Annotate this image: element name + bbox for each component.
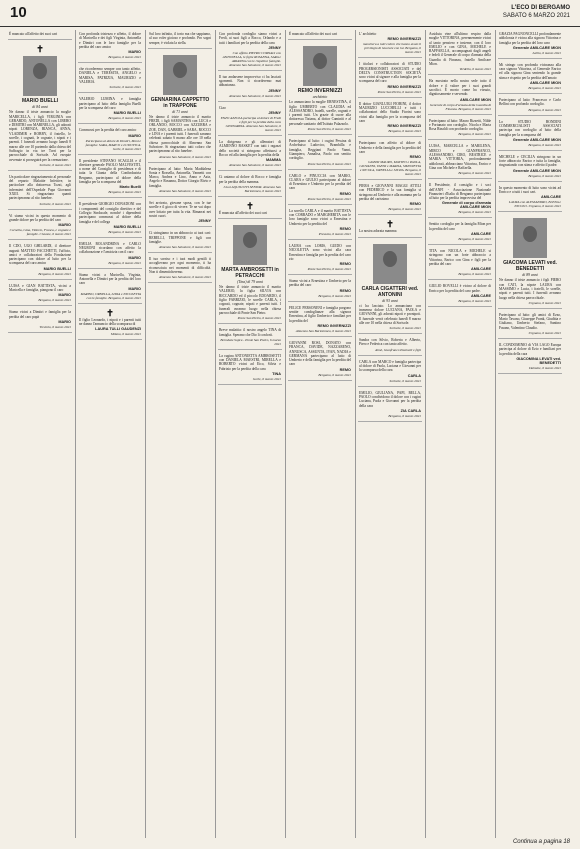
obituary-notice — [8, 212, 72, 241]
obituary-notice — [78, 271, 142, 304]
notice-text: In questo momento di lutto sono vicini ad Enrico e a tutti i suoi cari. — [499, 185, 561, 195]
deceased-age: di 71 anni — [172, 109, 188, 114]
obituary-notice — [218, 73, 282, 102]
obituary-notice — [428, 117, 492, 141]
notice-place-date: Almenno San Salvatore, 6 marzo 2021 — [158, 275, 211, 280]
obituary-notice — [288, 42, 352, 135]
notice-place-date: Bergamo, 6 marzo 2021 — [528, 142, 561, 147]
notice-text: Vi siamo vicini in questo momento di grande dolore per la perdita del caro — [9, 213, 71, 222]
portrait-photo — [233, 225, 267, 265]
portrait-photo — [373, 244, 407, 284]
deceased-name: GENNARINA CAPPETTO in TRAPPONE — [150, 96, 210, 109]
notice-place-date: Bergamo, 6 marzo 2021 — [528, 173, 561, 178]
obituary-notice — [358, 389, 422, 422]
obituary-notice — [358, 336, 422, 356]
notice-text: CARLO e PINUCCIA con MARIO, CLARA e GIULIO partecipano al dolore di Ernestina e Umberto per la perdita del caro — [289, 173, 351, 191]
column-divider — [145, 30, 146, 838]
notice-place-date: Bergamo, 6 marzo 2021 — [458, 237, 491, 242]
column-divider — [355, 30, 356, 838]
obituary-column — [498, 30, 562, 838]
notice-text: Lo STUDIO BONDINI COMMERCIALISTI ASSOCIATI partecipa con cordoglio al lutto della famiglia per la scomparsa del — [499, 119, 561, 137]
notice-text: che ricorderemo sempre con tanto affetto. DANIELA e TERESITA, ANGELO e MARISA, PATRIZIA, MAURIZIO e VALERIA. — [79, 67, 141, 85]
notice-text: La sorella CARLA e il marito BATTISTA con CORRADO e MARGHERITA con le loro famiglie sono vicini a Ernestina e Umberto per la perdita del — [289, 208, 351, 226]
notice-text: Il presidente STEFANO SCAGLIA e il direttore generale PAOLO MALVESTITI, a nome del Consiglio di presidenza e di tutta la Giunta della Confindustria Bergamo, partecipano al dolore della famiglia per la scomparsa del — [79, 158, 141, 185]
notice-text: Siamo vicini a Dimitri e famiglia per la perdita del caro papà — [9, 310, 71, 319]
obituary-notice — [428, 142, 492, 179]
notice-place-date: Sorisole, 6 marzo 2021 — [389, 326, 421, 331]
obituary-column — [358, 30, 422, 838]
portrait-photo — [513, 218, 547, 258]
obituary-notice — [288, 30, 352, 40]
notice-place-date: Lallio, 6 marzo 2021 — [532, 50, 561, 55]
notice-text: Il Presidente, il consiglio e i soci dell'ANFI - Associazione Nazionale Finanzieri d'Italia di Bergamo partecipano al lutto per la perdita improvvisa del — [429, 183, 491, 201]
notice-text: Ha mostrato nella nostra sede tutto il dolore e il valore per i suoi grandi sacrifici. È morto come ha vissuto, dignitosamente e servendo. — [429, 79, 491, 97]
deceased-age: (Tina) di 79 anni — [237, 280, 263, 285]
notice-signature: AMILCARE MION — [459, 97, 491, 102]
obituary-notice — [498, 184, 562, 213]
obituary-notice — [358, 139, 422, 180]
notice-place-date: Almenno San Bartolomeo, 6 marzo 2021 — [295, 328, 351, 333]
obituary-column — [428, 30, 492, 838]
obituary-notice — [498, 311, 562, 339]
obituary-notice — [498, 341, 562, 374]
notice-place-date: Bergamo, 6 marzo 2021 — [458, 298, 491, 303]
obituary-notice — [498, 96, 562, 116]
column-divider — [285, 30, 286, 838]
notice-text: Sei arrivata, giovane sposa, con le tue sorelle e il gioco di vivere. Te ne vai dopo aver lottato per tutta la vita. Rimarrai nei nostri cuori. — [149, 201, 211, 218]
notice-signature: Generale AMILCARE MION — [512, 137, 561, 142]
notice-signature: MARIO — [128, 50, 141, 55]
obituary-notice — [288, 207, 352, 240]
obituary-notice — [218, 326, 282, 350]
notice-signature: AMILCARE MION — [529, 81, 561, 86]
notice-text: È mancato all'affetto dei suoi cari — [9, 32, 58, 36]
notice-signature: JENNY — [268, 88, 281, 93]
notice-place-date: Sorisole, 6 marzo 2021 — [39, 201, 71, 206]
obituary-notice — [148, 229, 212, 253]
portrait-photo — [23, 56, 57, 96]
notice-signature: AMILCARE — [470, 232, 491, 237]
obituary-column — [78, 30, 142, 838]
notice-signature: LAURA TULLI GAUDENZI — [95, 327, 141, 332]
notice-place-date: Bergamo, 6 marzo 2021 — [108, 260, 141, 265]
notice-place-date: Brembate Sopra - Ponte San Pietro, 6 marzo 2021 — [220, 337, 281, 346]
notice-signature: Generale AMILCARE MION — [512, 168, 561, 173]
obituary-notice — [428, 247, 492, 280]
notice-signature: MAMMA — [266, 158, 281, 163]
obituary-notice — [218, 221, 282, 324]
obituary-notice — [358, 358, 422, 387]
notice-text: FELICE PERSONENI e famiglia porgono sentite condoglianze alla signora Ernestina, al figlio Umberto e familiari per la perdita del — [289, 305, 351, 323]
obituary-notice — [218, 352, 282, 385]
notice-place-date: Bergamo, 6 marzo 2021 — [318, 293, 351, 298]
notice-text: Ci stringiamo in un abbraccio ai tuoi cari: REBELLI, TRIPPONE e figli con famiglie. — [149, 231, 211, 244]
notice-signature: REMO — [409, 202, 421, 207]
notice-text: Siamo vicini a Ernestina e Umberto per la perdita del caro — [289, 279, 351, 288]
obituary-notice — [8, 242, 72, 279]
deceased-age: di 93 anni — [382, 298, 398, 303]
notice-signature: JENNY — [268, 111, 281, 116]
notice-signature: MARIO BUELLI — [113, 224, 141, 229]
obituary-notice — [358, 100, 422, 137]
notice-text: Ne danno il triste annuncio il marito VALERIO, la figlia SILVIA con RICCARDO ed il piccolo EDOARDO, il figlio FABRIZIO, le sorelle CARLA, i cognati, cognate, nipoti e parenti tutti. I funerali avranno luogo nella chiesa parrocchiale di Ponte San Pietro. — [219, 285, 281, 315]
notice-place-date: Generale di corpo d'armata della Guardia di Finanza. Bergamo, 6 marzo 2021 — [429, 102, 491, 111]
portrait-photo — [303, 46, 337, 86]
notice-signature: REMO — [339, 367, 351, 372]
notice-text: Ciao — [219, 105, 226, 110]
obituary-notice — [428, 220, 492, 245]
deceased-name: GIACOMA LEVATI ved. BENEDETTI — [503, 260, 557, 273]
notice-place-date: Verdello, 6 marzo 2021 — [459, 67, 491, 72]
notice-place-date: Bergamo, 6 marzo 2021 — [458, 171, 491, 176]
obituary-notice — [218, 104, 282, 136]
notice-text: Ne danno il triste annuncio il marito FREDI, i figli SAMANTHA con LUCA e ORLANDO, ROCCO con AZZURRA e ZOE, DAN, GABRIEL e SARA, ROCCO e LINA e i parenti tutti. I funerali saranno celebrati sabato 6 marzo alle ore 10 nella chiesa parrocchiale di Almenno San Salvatore. Si ringraziano tutti coloro che parteciperanno al rito funebre. — [149, 114, 211, 154]
obituary-notice — [288, 137, 352, 169]
notice-place-date: ENZO AZZOLA partecipa al dolore di Fredi e figli per la perdita della cara GENNARINA. Almenno San Salvatore, 6 marzo 2021 — [220, 116, 281, 133]
notice-text: Breve malattia: il nostro angelo TINA di famiglia. Sperano che Dio li conforti. — [219, 328, 281, 337]
notice-text: Partecipano al lutto: Maria Maddalena Sonia e Rossella, Antonella, Vannetti con Marco, Andrea e Lino, Anna e Aziz, Angelo e Rosanna, Dottor Giorgio Rivio e famiglia. — [149, 166, 211, 188]
notice-place-date: Bergamo, 6 marzo 2021 — [108, 116, 141, 121]
obituary-column — [218, 30, 282, 838]
notice-place-date: Bergamo, 6 marzo 2021 — [388, 129, 421, 134]
obituary-notice — [428, 282, 492, 307]
notice-place-date: Ponte San Pietro, 6 marzo 2021 — [307, 196, 351, 201]
notice-text: Ne danno il triste annuncio la moglie MARICELLA, i figli VIRGINIA con GERARDO, ANTONELLA con LIBERO e DIMITRI con MARINELLA, gli adorati nipoti LORENZA, BIANCA, ANNA, VLADIMIR e ROBBY, il fratello, le sorelle, i cognati, le cognate, i nipoti e i parenti. I funerali avranno luogo lunedì 8 marzo alle ore 10 partendo dalla chiesa del Suffragio in via tre Torri per la parrocchiale di Sorisole. Ad esequie avvenute si proseguirà per la cremazione. — [9, 110, 71, 162]
notice-signature: MARIO — [58, 319, 71, 324]
notice-place-date: Ponte San Pietro, 6 marzo 2021 — [237, 316, 281, 321]
issue-date: SABATO 6 MARZO 2021 — [502, 13, 570, 19]
notice-place-date: Milano, 6 marzo 2021 — [110, 332, 141, 337]
notice-place-date: Sorisole, 6 marzo 2021 — [389, 378, 421, 383]
notice-place-date: Bergamo, 6 marzo 2021 — [388, 207, 421, 212]
obituary-notice — [498, 214, 562, 308]
notice-place-date: Cornella, Gina, Vittorio, Franca, e cognate e famiglie. Clusone, 6 marzo 2021 — [9, 228, 71, 237]
obituary-notice — [78, 240, 142, 269]
cross-icon: ✝ — [36, 44, 44, 55]
notice-signature: AMILCARE — [470, 293, 491, 298]
obituary-notice — [288, 277, 352, 302]
obituary-notice — [218, 199, 282, 219]
notice-place-date: Bergamo, 6 marzo 2021 — [458, 210, 491, 215]
notice-place-date: Gorle, 6 marzo 2021 — [252, 377, 281, 382]
notice-text: Il CDO, UGO GHILARDI, il direttore augusti MATTEO FACCHETTI, l'ufficio, amici e collaboratori della Fondazione partecipano con dolore al lutto per la scomparsa del caro amico — [9, 244, 71, 266]
deceased-name: MARTA AMBROSETTI in PETRACCHI — [221, 267, 279, 280]
notice-text: I titolari e collaboratori di STUDIO PROGERSIONISTI ASSOCIATI e del DELTA CONSTRUCTION SOCIETÀ sono vicini al signore e alla famiglia per la scomparsa del caro — [359, 62, 421, 84]
notice-signature: Mario Buelli — [119, 185, 141, 190]
obituary-notice — [428, 30, 492, 75]
deceased-age: architetto — [312, 95, 328, 100]
notice-place-date: Bergamo, 6 marzo 2021 — [108, 55, 141, 60]
notice-text: TITA con NICOLA e MICHELE si stringono con un forte abbraccio a Vittorina, Enrico con Gina e figli per la perdita del caro — [429, 249, 491, 266]
obituary-notice — [428, 77, 492, 114]
notice-signature: MARIO BUELLI — [43, 266, 71, 271]
notice-signature: REMO INVERNIZZI — [387, 124, 421, 129]
notice-signature: Generale di corpo d'armata AMILCARE MION — [441, 201, 491, 210]
notice-place-date: Bergamo, 6 marzo 2021 — [458, 132, 491, 137]
notice-signature: CARLA — [407, 373, 421, 378]
notice-place-date: Almenno San Salvatore, 6 marzo 2021 — [158, 245, 211, 250]
notice-text: Partecipano al lutto: gli amici di Ezzo, Mario Tavano, Giuseppe Frank, Giuditta e Giuliano, Umberto Stefano, Santino Fasano, Valentino Claudio. — [499, 312, 561, 330]
deceased-name: REMO INVERNIZZI — [297, 88, 343, 95]
obituary-column — [148, 30, 212, 838]
notice-text: Con profonda cordoglio siamo vicini a Fredi, ai suoi figli a Rocco, Orlando e a tutti i familiari per la perdita della cara — [219, 32, 281, 45]
notice-signature: MARIO — [128, 133, 141, 138]
obituary-notice — [498, 30, 562, 59]
notice-place-date: Bergamo, 6 marzo 2021 — [38, 271, 71, 276]
notice-place-date: Bergamo, 6 marzo 2021 — [388, 413, 421, 418]
notice-text: EMILIA BOLANDRINA e CARLO NEGRONI ricordano con affetto la collaborazione e l'amicizia con il caro — [79, 241, 141, 255]
notice-place-date: Bergamo, 6 marzo 2021 — [38, 298, 71, 303]
obituary-notice — [78, 200, 142, 237]
notice-text: Partecipano con affetto al dolore di Umberto e della famiglia per la perdita del caro — [359, 141, 421, 154]
obituary-notice — [288, 242, 352, 275]
notice-text: L' architetto — [359, 32, 377, 36]
notice-text: La cugina ANTONIETTA AMBROSETTI con DANIELA MAESTRI, MIRELLA e ROBERTO vicini ad Eico, Silvia e Fabrizio per la perdita della cara — [219, 353, 281, 371]
notice-signature: REMO — [339, 226, 351, 231]
page-number: 10 — [10, 4, 27, 21]
notice-place-date: Bergamo, 6 marzo 2021 — [458, 272, 491, 277]
notice-place-date: MARINO, ORNELLA, LIDIA e NICOLETTA con le famiglie. Bergamo, 6 marzo 2021 — [80, 291, 141, 300]
notice-text: Un particolare ringraziamento al personale del reparto Malattie Infettive, in particolare alla dottoressa Tozzi, agli infermieri dell'Ospedale Papa Giovanni XXIII. Si ringraziano quanti parteciperanno al rito funebre. — [9, 174, 71, 201]
notice-place-date: Ponte San Pietro, 6 marzo 2021 — [307, 267, 351, 272]
obituary-notice — [8, 173, 72, 210]
cross-icon: ✝ — [246, 200, 254, 211]
obituary-notice — [358, 30, 422, 58]
notice-place-date: Sorisole, 6 marzo 2021 — [39, 162, 71, 167]
notice-text: LUISA e GIAN BATTISTA, vicini a Maricella e famiglia, piangono il caro — [9, 283, 71, 293]
notice-signature: MARIO — [58, 223, 71, 228]
notice-place-date: Almenno San Salvatore, 6 marzo 2021 — [158, 154, 211, 159]
notice-text: Il tuo sorriso e i tuoi modi gentili ti accoglievano per ogni momento, ti ha riconosciuta nei momenti di difficoltà. Non ti dimenticheremo. — [149, 257, 211, 275]
portrait-photo — [163, 55, 197, 95]
obituary-notice — [78, 126, 142, 154]
notice-place-date: Urgnano, 6 marzo 2021 — [528, 331, 561, 336]
column-divider — [425, 30, 426, 838]
page-header — [0, 0, 580, 27]
notice-place-date: Sorisole, 6 marzo 2021 — [109, 85, 141, 90]
notice-place-date: Bergamo, 6 marzo 2021 — [528, 86, 561, 91]
obituary-notice — [498, 153, 562, 182]
notice-place-date: Almè, Gianfranco Pasinetti e figli — [375, 347, 421, 352]
notice-place-date: Urgnano, 6 marzo 2021 — [528, 300, 561, 305]
notice-text: LUISA, MARCELLA e MARILENA, MIRCO e GIANFRANCO, ALESSANDRO, CIRO, BEATRICE e MARIA VITTORIA, profondamente addolorati, abbracciano Vittorina, Enrico e Gina con Michele e Raffaella. — [429, 144, 491, 170]
obituary-notice — [358, 240, 422, 334]
obituary-notice — [358, 60, 422, 97]
notice-signature: ZIA CARLA — [400, 408, 421, 413]
notice-text: GIULIO ROVELLI è vicino al dolore di Enrico per la perdita del caro padre. — [429, 284, 491, 293]
obituary-notice — [288, 172, 352, 205]
notice-text: Partecipano al lutto: Mauro Rizzetti, Nilde e Portunato con cordoglio. Nicola e Maria Rosa Rinaldi con profondo cordoglio. — [429, 118, 491, 132]
notice-text: Commossi per la perdita del caro amico — [79, 128, 137, 133]
notice-text: Sul loro infinito, il torto ma che sappiamo, al suo voler gioioso e profondo. Pro sogni sempre, è violata la stella. — [149, 32, 211, 45]
notice-text: Il presidente GIORGIO DONADONI con i componenti del consiglio direttivo e del Collegio Sindacale, nonché i dipendenti partecipano commossi al dolore della famiglia e del collega — [79, 202, 141, 224]
notice-text: Il figlio Leonardo, i nipoti e i parenti tutti ne danno l'annuncio della scomparsa di — [79, 317, 141, 326]
obituary-notice — [148, 51, 212, 163]
notice-text: Assiduta vine all'ultimo respiro dalla moglie VITTORINA, perennemente vicini al tanto pensiero e insieme, con il loro EMILIO e con GINA, MICHELE e RAFFAELLA, accompagnati dagli angeli e fedeli il Generale di corpo d'armata della Guardia di Finanza, fratello Amilcare Mion. — [429, 32, 491, 67]
notice-place-date: Partecipano al dolore di Dimitri, Moni e famiglia: SARA, MARCO e LUDOVICA. Gorle, 6 marzo 2021 — [85, 138, 141, 151]
continued-note: Continua a pagina 18 — [512, 839, 570, 845]
obituary-notice — [148, 199, 212, 227]
obituary-notice — [218, 138, 282, 171]
notice-signature: REMO — [409, 155, 421, 160]
notice-place-date: Almenno San Salvatore, 6 marzo 2021 — [228, 93, 281, 98]
notice-place-date: Presezzo, 6 marzo 2021 — [318, 231, 351, 236]
notice-signature: REMO INVERNIZZI — [317, 323, 351, 328]
notice-signature: REMO INVERNIZZI — [387, 37, 421, 42]
notice-text: Con profonda tristezza e affetto, il dolore di Maricella e dei figli Virginia, Antonella e Dimitri con le loro famiglie per la perdita del caro amico — [79, 32, 141, 49]
notice-place-date: GIANNI MAURO, MATTEO e PAOLA, GIOVANNI, VANNI e MARISA, SIMONETTA e NICOLA, ORNELLA e SILVIA. Bergamo, 6 marzo 2021 — [359, 160, 421, 177]
notice-text: Mi stringo con profonda vicinanza alla cara signora Vittorina, al Generale Enrico ed alla signora Gina sentendo la grande stima e rispetto per la perdita dell'amato — [499, 62, 561, 80]
notice-text: La dirigenza e gli allenatori di ALMENNO BASKET con tutti i ragazzi dello società si stringono affettuosi a Rocco ed alla famiglia per la perdita della — [219, 140, 281, 157]
obituary-notice — [148, 30, 212, 49]
column-divider — [75, 30, 76, 838]
notice-signature: JENNY — [268, 45, 281, 50]
notice-place-date: Bergamo, 6 marzo 2021 — [318, 372, 351, 377]
notice-place-date: manchera a tutti coloro che hanno avuto il privilegio di lavorare con lui. Bergamo, 6 marzo 2021 — [363, 42, 421, 55]
obituary-notice — [78, 30, 142, 63]
notice-signature: AMILCARE — [540, 195, 561, 200]
column-divider — [215, 30, 216, 838]
notice-signature: GIACOMINA LEVATI ved. BENEDETTI — [516, 356, 561, 365]
obituary-notice — [78, 95, 142, 124]
notice-place-date: Bergamo, 6 marzo 2021 — [108, 190, 141, 195]
obituary-column — [8, 30, 72, 838]
newspaper-name: L'ECO DI BERGAMO — [511, 5, 570, 11]
notice-place-date: Bergamo, 6 marzo 2021 — [528, 107, 561, 112]
obituary-notice — [288, 304, 352, 337]
obituary-notice — [78, 157, 142, 199]
notice-place-date: LAURA con ALESSANDRO, ELENA e NICOLO. Urgnano, 6 marzo 2021 — [508, 200, 561, 209]
notice-text: Lo annunciano la moglie ERNESTINA, il figlio UMBERTO con CLAUDIA ed ALESSANDRO, fratelli, sorelle, cognati e i parenti tutti. Un grazie di cuore alla dottoressa Tiziana, al dottor Caminiti e al personale sanitario dell'Istituto Palazzolo. — [289, 100, 351, 126]
notice-text: Ne danno il triste annuncio i figli PIERO con CATI, la nipote LAURA con MASSIMO e Lucia, i fratelli, le sorelle, nipoti e parenti tutti. I funerali avranno luogo nella chiesa parrocchiale. — [499, 278, 561, 300]
notice-signature: MARIO BUELLI — [113, 111, 141, 116]
notice-text: GIOVANNI ROSI, DONATO con FRANCA, DAVIDE, NAZZARENO, ANNUSCA, ASSUNTA, IVAN, NADIA e GERMANA partecipano al lutto di Umberto e della famiglia per la perdita del caro — [289, 340, 351, 367]
notice-signature: REMO — [339, 288, 351, 293]
obituary-notice — [428, 181, 492, 218]
obituary-notice — [288, 339, 352, 381]
notice-signature: REMO INVERNIZZI — [387, 84, 421, 89]
notice-text: LAURA con LORIS, GUIDO con NICOLETTA sono vicini alla cara Ernestina e famiglia per la perdita del caro zio — [289, 243, 351, 261]
notice-signature: MARIO — [128, 255, 141, 260]
notice-place-date: Ponte San Pietro, 6 marzo 2021 — [307, 127, 351, 132]
deceased-age: di 89 anni — [522, 273, 538, 278]
notice-text: Ci uniamo al dolore di Rocco e famiglia per la perdita della mamma. — [219, 175, 281, 184]
notice-place-date: I tuoi AQUILOTTI SENIOR. Almenno San Bartolomeo, 6 marzo 2021 — [223, 184, 281, 193]
obituary-notice — [8, 42, 72, 171]
notice-text: Siamo vicini a Maricella, Virginia, Antonella e Dimitri per la perdita del loro caro — [79, 272, 141, 286]
obituary-notice — [8, 282, 72, 307]
deceased-age: di 84 anni — [32, 105, 48, 110]
notice-place-date: Almenno San Salvatore, 6 marzo 2021 — [158, 189, 211, 194]
notice-signature: REMO — [339, 191, 351, 196]
notice-signature: MARIO — [58, 293, 71, 298]
notice-signature: REMO — [339, 262, 351, 267]
notice-text: Il tuo andarsene improvviso ci ha lasciati sgomenti. Non ti ricorderemo mai abbastanza. — [219, 74, 281, 88]
deceased-name: CARLA CIGATTERI ved. ANTONINI — [361, 285, 419, 298]
notice-place-date: Almenno San Salvatore, 6 marzo 2021 — [228, 163, 281, 168]
notice-text: CARLA con MARCO e famiglia partecipa al dolore di Paola, Luciana e Giovanni per la scomparsa della cara — [359, 359, 421, 373]
column-divider — [495, 30, 496, 838]
notice-signature: JENNY — [198, 219, 211, 224]
obituary-notice — [218, 30, 282, 71]
notice-signature: TINA — [272, 372, 281, 377]
obituary-column — [288, 30, 352, 838]
notice-text: È mancata all'affetto dei suoi cari — [219, 210, 267, 215]
notice-text: Partecipano al lutto: Francesco e Carlo Bellini con profondo cordoglio. — [499, 98, 561, 107]
notice-text: ci ha lasciato. Lo annunciano con immenso dolore LUCIANA, PAOLA e GIOVANNI, gli adorati nipoti e pronipoti. Il funerale verrà celebrato lunedì 8 marzo alle ore 10 nella chiesa di Sorisole. — [359, 303, 421, 325]
notice-place-date: Bergamo, 6 marzo 2021 — [108, 229, 141, 234]
masthead — [503, 4, 570, 20]
notice-text: Sandra con Silvio, Roberta e Alberto, Piero e Federica con tanto affetto. — [359, 338, 421, 347]
deceased-name: MARIO BUELLI — [21, 98, 59, 105]
notice-signature: AMILCARE — [470, 267, 491, 272]
obituary-notice — [78, 65, 142, 93]
cross-icon: ✝ — [106, 307, 114, 318]
obituary-notice — [148, 165, 212, 197]
obituary-notice — [148, 255, 212, 283]
obituary-notice — [498, 118, 562, 151]
obituary-notice — [218, 173, 282, 197]
notice-place-date: Ponte San Pietro, 6 marzo 2021 — [307, 161, 351, 166]
notice-text: Sentito cordoglio per la famiglia Mion per la perdita del caro — [429, 222, 491, 231]
notice-text: È mancato all'affetto dei suoi cari — [289, 32, 338, 36]
notice-text: Partecipano al lutto: i cugini Pessina di Archebuiso Ludovico, Brambilla e famiglia, Reggiani Paolo Vanni, Giampiero, Annalisa, Paolo con sentito cordoglio. — [289, 139, 351, 161]
cross-icon: ✝ — [386, 219, 394, 230]
obituary-notice — [358, 217, 422, 237]
notice-place-date: Treviolo, 6 marzo 2021 — [39, 324, 71, 329]
obituary-notice — [8, 30, 72, 40]
notice-place-date: Dalmine, 6 marzo 2021 — [528, 365, 561, 370]
notice-text: EMILIO, GIULIANA, PAPI, BELLA, PAOLO condividono il dolore con i cugini Luciana, Paola e Giovanni per la perdita della cara — [359, 390, 421, 408]
notice-signature: Generale AMILCARE MION — [512, 45, 561, 50]
obituary-notice — [358, 182, 422, 215]
obituary-notice — [78, 306, 142, 341]
notice-text: VALERIO LUMINA e famiglia partecipano al lutto della famiglia Buelli per la scomparsa del caro — [79, 97, 141, 110]
notice-place-date: Ponte San Pietro, 6 marzo 2021 — [377, 89, 421, 94]
notice-place-date: Con affetto PIETRO CORNALI con ANTONELLA, le figlie ROSANNA, SARA e ARIANNA con le rispettive famiglie. Almenno San Salvatore, 6 marzo 2021 — [222, 50, 281, 67]
notice-text: MICHELE e CECILIA stringono in un forte abbraccio Enrico e tutta la famiglia, ringraziando con stima e affetto il padre. — [499, 154, 561, 168]
notice-text: IL CONDOMINIO di VIA LAGO Europa partecipa al dolore di Ezio e familiari per la perdita della cara — [499, 343, 561, 356]
notice-text: GRAZIA PAGNONCELLI profondamente addolorata è vicina alla signora Vittorina e famiglia per la perdita del loro caro — [499, 32, 561, 45]
notice-text: Il dottor GIANLUIGI FIORINI, il dottor MAURIZIO LUCCHELLI e tutti i collaboratori dello Studio Fiorini sono vicini alla famiglia per la scomparsa del caro — [359, 101, 421, 123]
obituary-notice — [8, 308, 72, 333]
obituary-notice — [498, 61, 562, 94]
notice-signature: MARIO — [128, 286, 141, 291]
notice-text: La nostra adorata mamma — [359, 229, 397, 234]
notice-text: PIERA e GIOVANNI MAGGI ATTILI con FEDERICO e la sua famiglia si stringono ad Umberto e alla mamma per la perdita del carissimo — [359, 184, 421, 202]
